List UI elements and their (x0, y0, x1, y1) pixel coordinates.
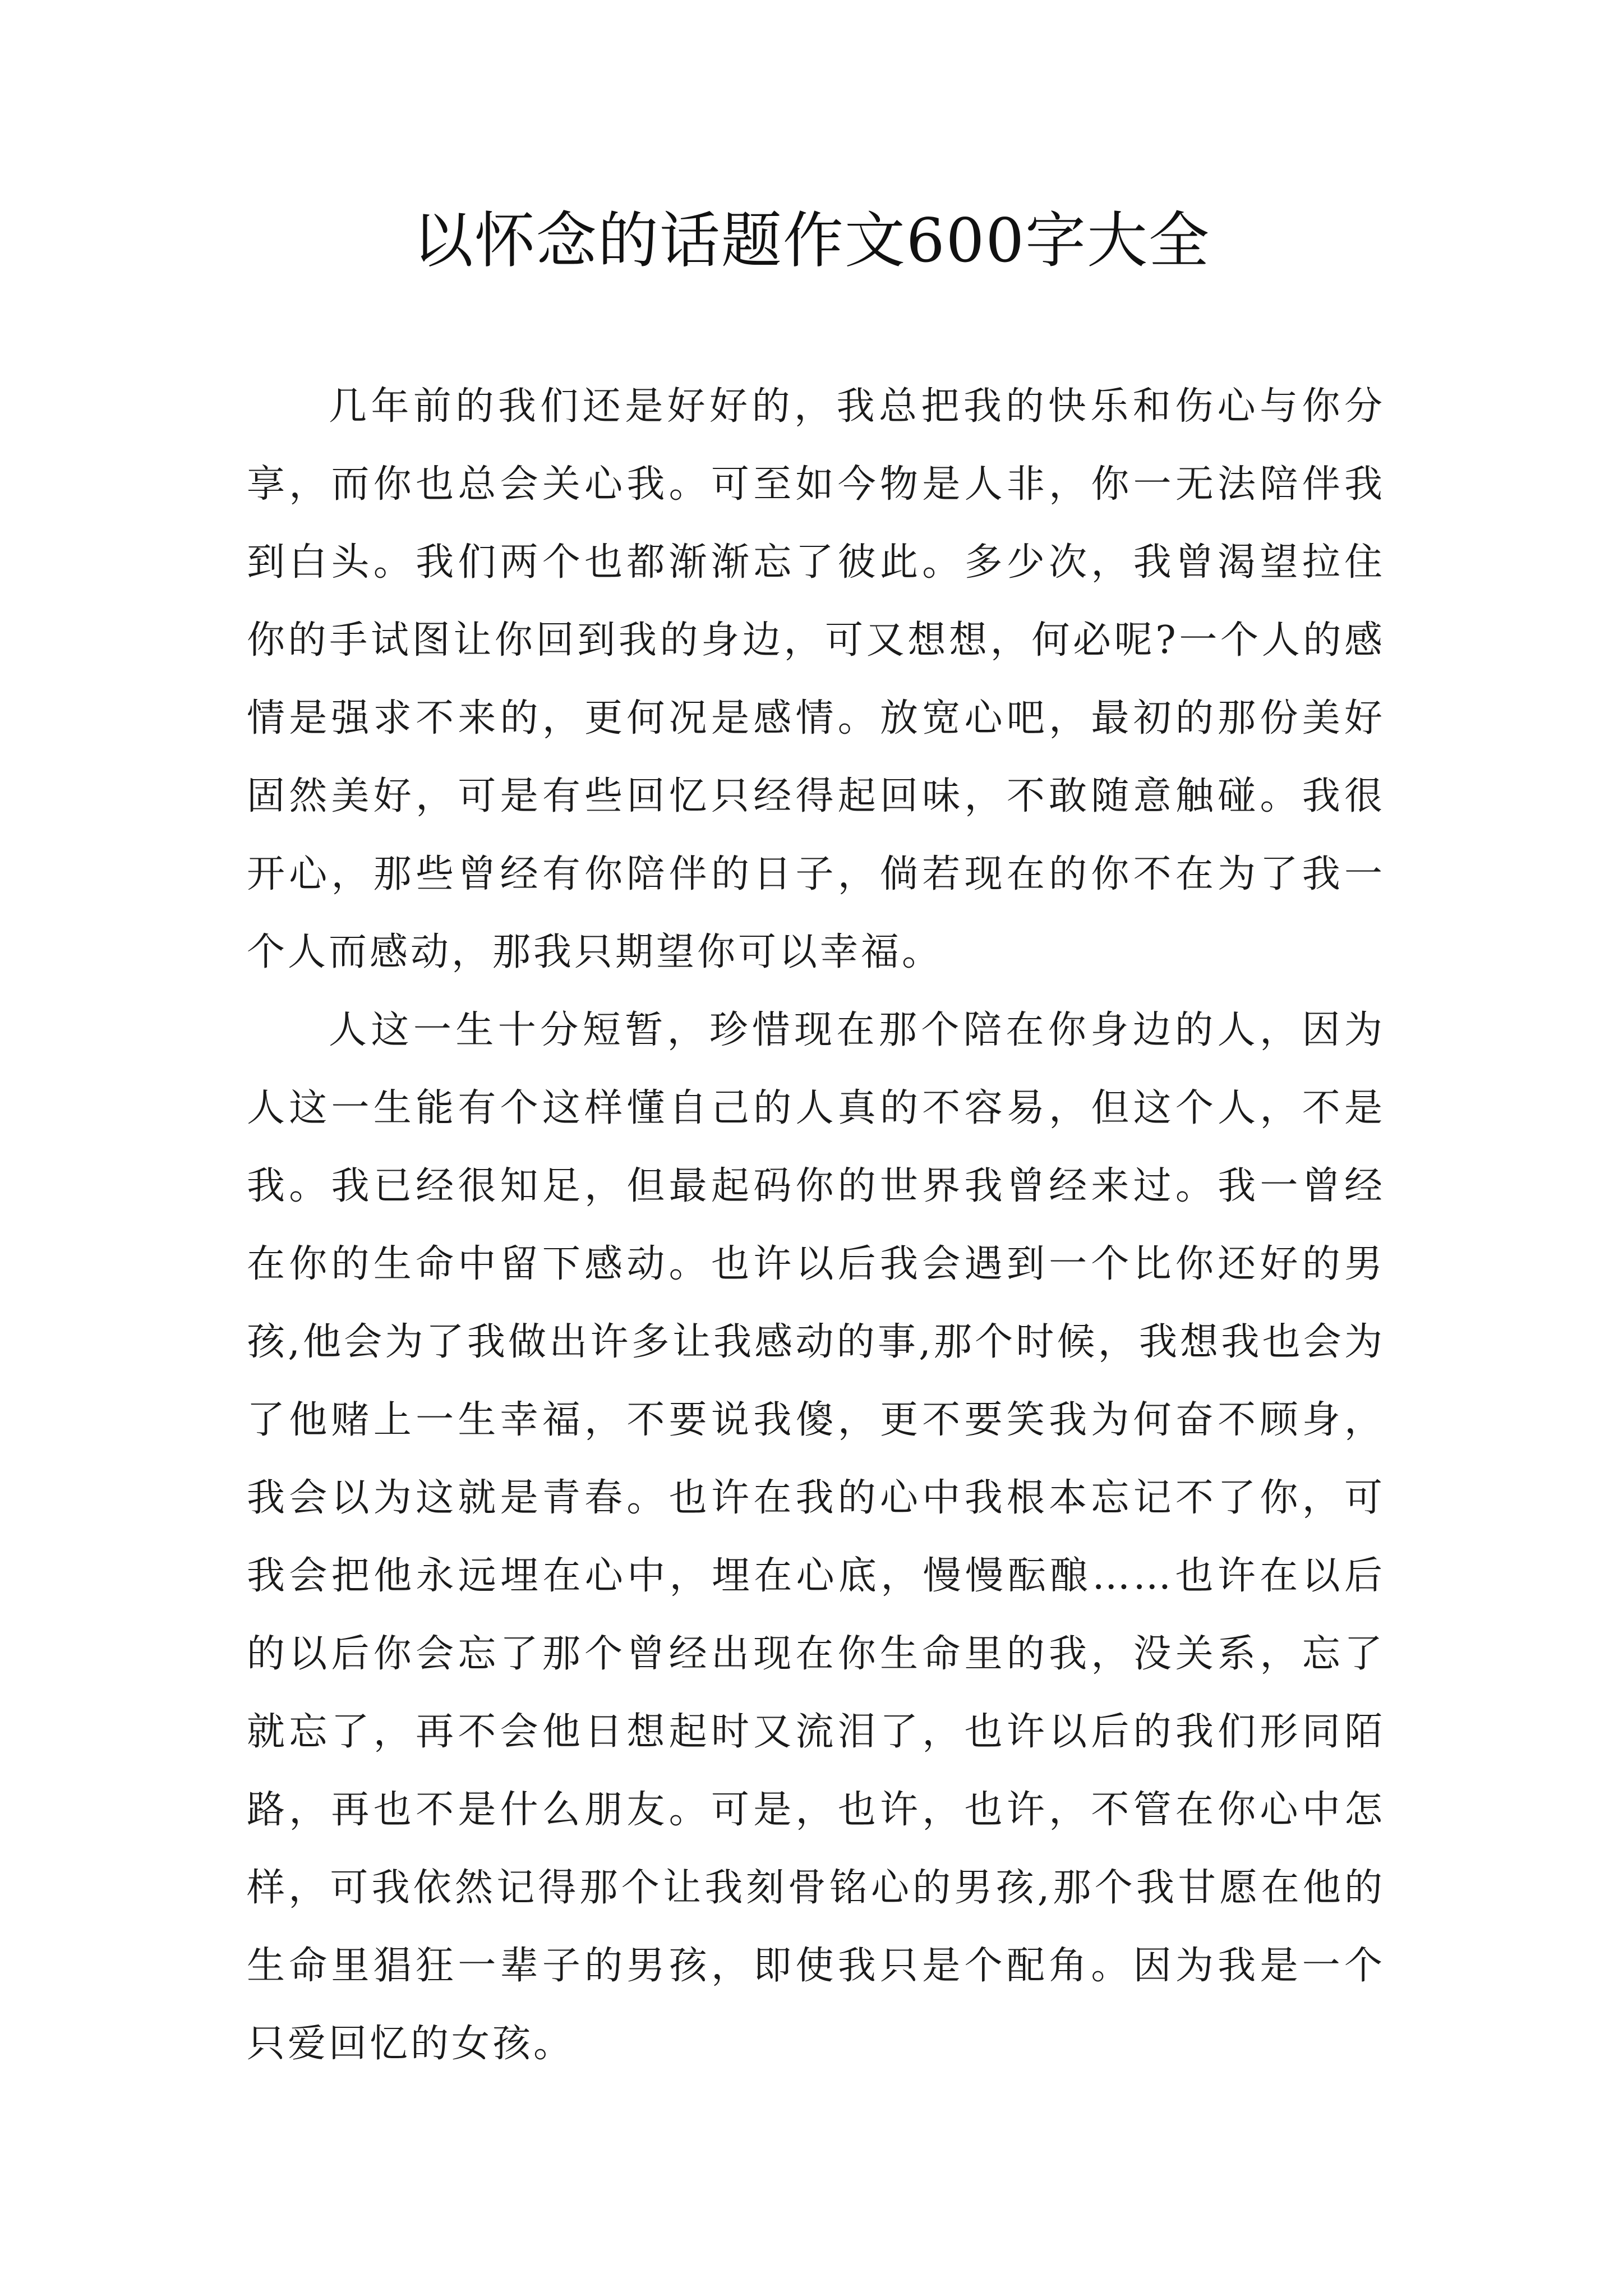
paragraph-1: 几年前的我们还是好好的，我总把我的快乐和伤心与你分享，而你也总会关心我。可至如今物是人非，你一无法陪伴我到白头。我们两个也都渐渐忘了彼此。多少次，我曾渴望拉住你的手试图让你回到我的身边，可又想想，何必呢?一个人的感情是强求不来的，更何况是感情。放宽心吧，最初的那份美好固然美好，可是有些回忆只经得起回味，不敢随意触碰。我很开心，那些曾经有你陪伴的日子，倘若现在的你不在为了我一个人而感动，那我只期望你可以幸福。 (247, 384, 1385, 974)
paragraph-2: 人这一生十分短暂，珍惜现在那个陪在你身边的人，因为人这一生能有个这样懂自己的人真的不容易，但这个人，不是我。我已经很知足，但最起码你的世界我曾经来过。我一曾经在你的生命中留下感动。也许以后我会遇到一个比你还好的男孩,他会为了我做出许多让我感动的事,那个时候，我想我也会为了他赌上一生幸福，不要说我傻，更不要笑我为何奋不顾身，我会以为这就是青春。也许在我的心中我根本忘记不了你，可我会把他永远埋在心中，埋在心底，慢慢酝酿……也许在以后的以后你会忘了那个曾经出现在你生命里的我，没关系，忘了就忘了，再不会他日想起时又流泪了，也许以后的我们形同陌路，再也不是什么朋友。可是，也许，也许，不管在你心中怎样，可我依然记得那个让我刻骨铭心的男孩,那个我甘愿在他的生命里猖狂一辈子的男孩，即使我只是个配角。因为我是一个只爱回忆的女孩。 (247, 1008, 1385, 2066)
document-body (247, 367, 1385, 2083)
document-title: 以怀念的话题作文600字大全 (412, 206, 1211, 276)
